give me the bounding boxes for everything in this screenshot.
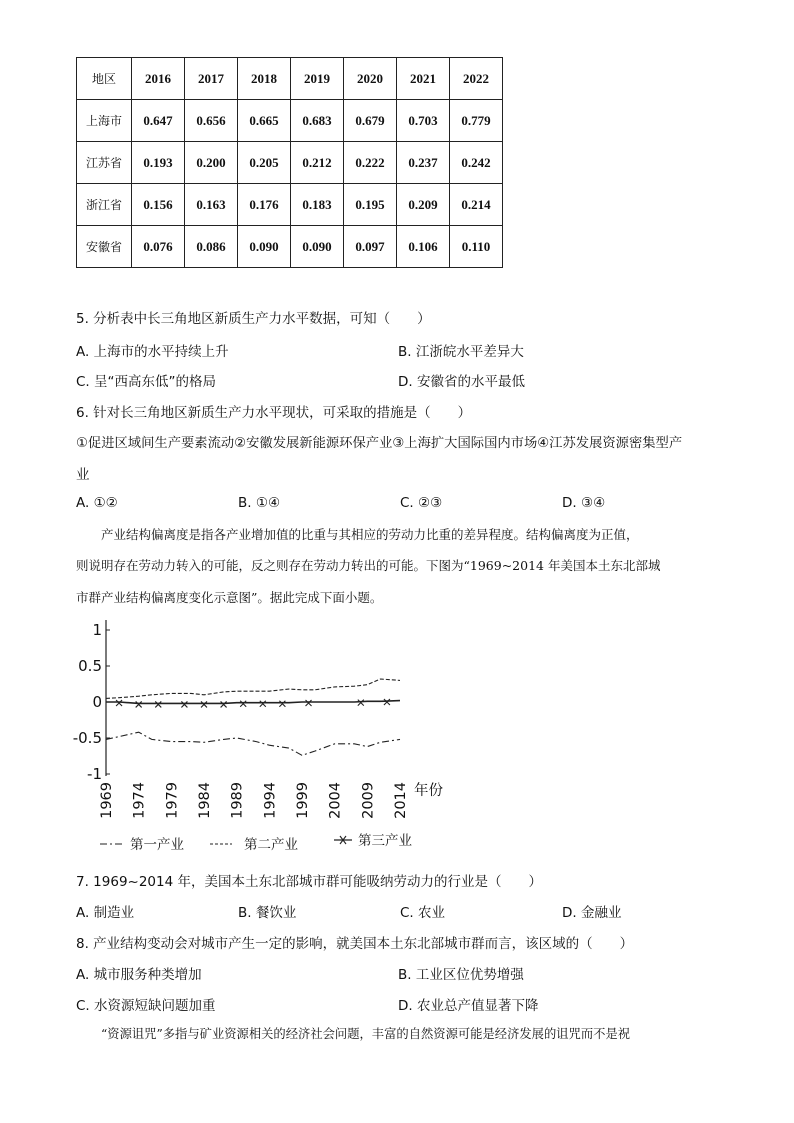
series-line-2 [106,679,400,698]
series-3-marker [260,701,266,707]
x-axis-label: 年份 [414,783,443,799]
table-row [77,100,503,142]
table-cell: 0.090 [291,226,344,268]
q6-stem: 6. 针对长三角地区新质生产力水平现状，可采取的措施是（ ） [76,405,472,421]
y-tick-label: -0.5 [72,729,102,747]
series-line-1 [106,732,400,755]
table-row [77,226,503,268]
q6-measures-line2: 业 [76,467,90,483]
table-cell: 0.156 [132,184,185,226]
passage2-line-1: “资源诅咒”多指与矿业资源相关的经济社会问题，丰富的自然资源可能是经济发展的诅咒而不是祝 [101,1027,631,1041]
y-tick-label: 0.5 [78,657,102,675]
table-cell: 浙江省 [77,184,132,226]
legend-label-2: 第二产业 [244,837,298,853]
table-cell: 0.205 [238,142,291,184]
table-cell: 0.183 [291,184,344,226]
table-cell: 安徽省 [77,226,132,268]
table-cell: 0.656 [185,100,238,142]
table-header-row [77,58,503,100]
table-row [77,184,503,226]
q6-option-d[interactable]: D. ③④ [562,495,606,511]
table-row [77,142,503,184]
table-cell: 0.106 [397,226,450,268]
table-cell: 0.212 [291,142,344,184]
table-cell: 0.090 [238,226,291,268]
q6-option-a[interactable]: A. ①② [76,495,118,511]
x-tick-label: 1994 [262,782,279,819]
q7-option-a[interactable]: A. 制造业 [76,905,135,921]
table-header-cell: 2018 [238,58,291,100]
series-3-marker [136,701,142,707]
series-3-marker [201,701,207,707]
x-tick-label: 1969 [99,782,115,819]
y-tick-label: 0 [92,693,102,711]
q7-option-b[interactable]: B. 餐饮业 [238,905,297,921]
passage-line-1: 产业结构偏离度是指各产业增加值的比重与其相应的劳动力比重的差异程度。结构偏离度为正值， [101,527,639,542]
table-cell: 0.703 [397,100,450,142]
q7-option-d[interactable]: D. 金融业 [562,905,622,921]
table-cell: 0.222 [344,142,397,184]
series-3-marker [116,700,122,706]
y-tick-label: -1 [87,765,102,783]
table-cell: 0.076 [132,226,185,268]
series-line-3 [106,701,400,704]
q8-stem: 8. 产业结构变动会对城市产生一定的影响，就美国本土东北部城市群而言，该区域的（ ） [76,936,634,952]
q8-option-d[interactable]: D. 农业总产值显著下降 [398,998,539,1014]
series-3-marker [221,701,227,707]
x-tick-label: 1984 [197,782,213,819]
q5-option-d[interactable]: D. 安徽省的水平最低 [398,374,525,390]
table-cell: 0.779 [450,100,503,142]
series-3-marker [155,701,161,707]
q6-option-b[interactable]: B. ①④ [238,495,281,511]
table-cell: 0.097 [344,226,397,268]
series-3-marker [240,701,246,707]
table-cell: 0.647 [132,100,185,142]
x-tick-label: 2009 [360,782,377,819]
legend-label-3: 第三产业 [358,833,412,849]
table-header-cell: 2016 [132,58,185,100]
legend-label-1: 第一产业 [130,837,184,853]
table-header-cell: 2022 [450,58,503,100]
x-tick-label: 1989 [229,782,246,819]
q6-option-c[interactable]: C. ②③ [400,495,443,511]
q5-option-b[interactable]: B. 江浙皖水平差异大 [398,344,524,360]
q5-option-c[interactable]: C. 呈“西高东低”的格局 [76,374,216,390]
series-3-marker [358,700,364,706]
q8-option-b[interactable]: B. 工业区位优势增强 [398,967,524,983]
table-cell: 0.237 [397,142,450,184]
deviation-line-chart [72,612,456,862]
table-cell: 0.209 [397,184,450,226]
table-header-cell: 2017 [185,58,238,100]
x-tick-label: 2004 [327,782,344,819]
series-3-marker [181,701,187,707]
q5-stem: 5. 分析表中长三角地区新质生产力水平数据，可知（ ） [76,311,431,327]
x-tick-label: 2014 [393,782,409,819]
table-cell: 0.176 [238,184,291,226]
x-tick-label: 1974 [131,782,148,819]
table-cell: 0.086 [185,226,238,268]
series-3-marker [384,699,390,705]
table-header-cell: 地区 [77,58,132,100]
series-3-marker [279,701,285,707]
x-tick-label: 1999 [295,782,311,819]
y-tick-label: 1 [92,621,102,639]
table-cell: 上海市 [77,100,132,142]
table-cell: 江苏省 [77,142,132,184]
table-cell: 0.214 [450,184,503,226]
table-cell: 0.163 [185,184,238,226]
passage-line-2: 则说明存在劳动力转入的可能，反之则存在劳动力转出的可能。下图为“1969~2014 年美国本土东北部城 [76,558,661,573]
table-cell: 0.665 [238,100,291,142]
table-cell: 0.193 [132,142,185,184]
q8-option-c[interactable]: C. 水资源短缺问题加重 [76,998,216,1014]
passage-line-3: 市群产业结构偏离度变化示意图”。据此完成下面小题。 [76,590,383,605]
table-header-cell: 2019 [291,58,344,100]
table-cell: 0.683 [291,100,344,142]
table-header-cell: 2021 [397,58,450,100]
q5-option-a[interactable]: A. 上海市的水平持续上升 [76,344,229,360]
table-cell: 0.195 [344,184,397,226]
table-cell: 0.200 [185,142,238,184]
x-tick-label: 1979 [164,782,181,819]
q7-option-c[interactable]: C. 农业 [400,905,446,921]
table-header-cell: 2020 [344,58,397,100]
q7-stem: 7. 1969~2014 年，美国本土东北部城市群可能吸纳劳动力的行业是（ ） [76,874,542,890]
table-cell: 0.679 [344,100,397,142]
q8-option-a[interactable]: A. 城市服务种类增加 [76,967,202,983]
series-3-marker [306,700,312,706]
table-cell: 0.110 [450,226,503,268]
data-table [76,57,503,268]
table-cell: 0.242 [450,142,503,184]
q6-measures-line1: ①促进区域间生产要素流动②安徽发展新能源环保产业③上海扩大国际国内市场④江苏发展资源密集型产 [76,436,683,451]
